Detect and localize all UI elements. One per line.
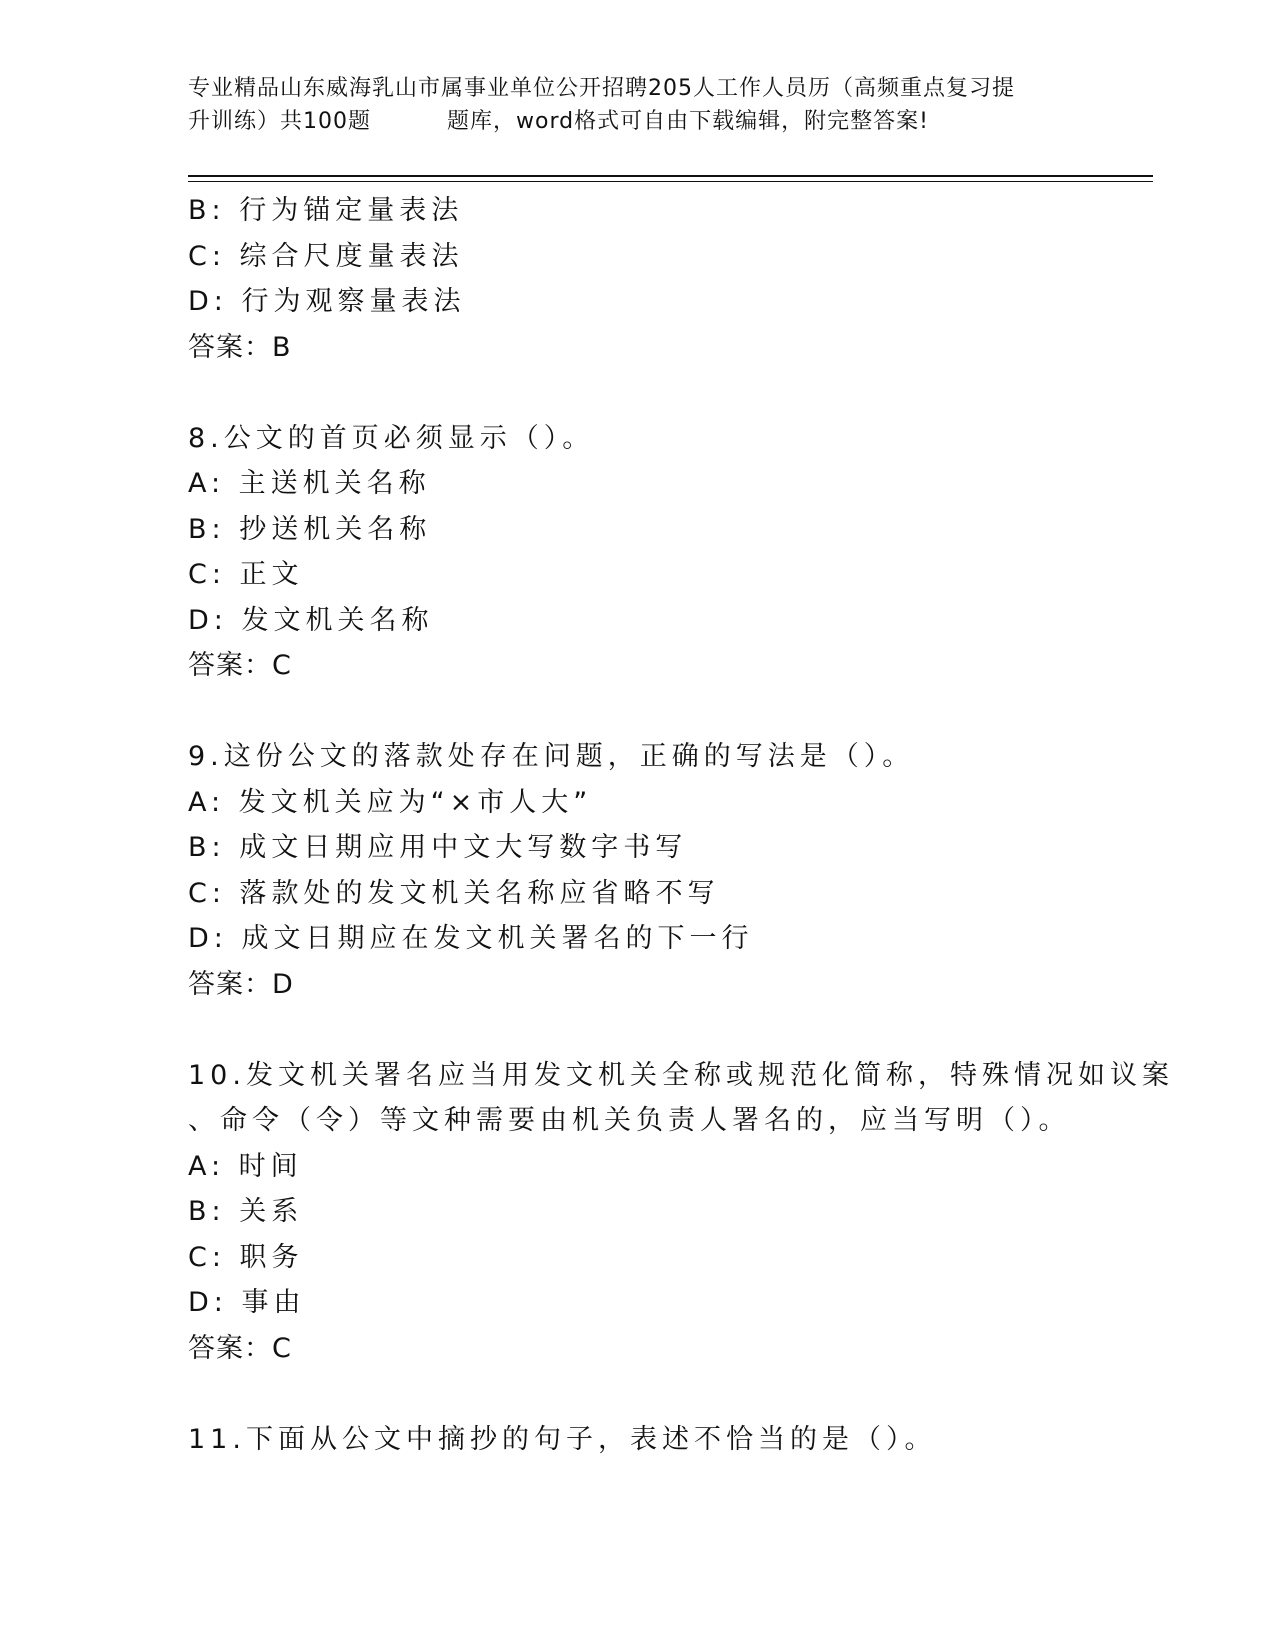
answer-line: 答案：C	[188, 1332, 292, 1364]
option-c: C: 综合尺度量表法	[188, 240, 464, 272]
option-a: A: 主送机关名称	[188, 468, 431, 499]
question-stem: 8.公文的首页必须显示（）。	[188, 422, 595, 454]
option-b: B: 抄送机关名称	[188, 513, 432, 545]
header-line-1: 专业精品山东威海乳山市属事业单位公开招聘205人工作人员历（高频重点复习提	[188, 76, 1015, 101]
option-a: A: 时间	[188, 1150, 303, 1182]
option-b: B: 行为锚定量表法	[188, 195, 464, 226]
question-stem-line-1: 10.发文机关署名应当用发文机关全称或规范化简称，特殊情况如议案	[188, 1059, 1174, 1091]
header-line-2	[188, 105, 1088, 138]
option-c: C: 落款处的发文机关名称应省略不写	[188, 877, 720, 909]
question-stem: 11.下面从公文中摘抄的句子，表述不恰当的是（）。	[188, 1423, 937, 1455]
option-a: A: 发文机关应为“×市人大”	[188, 786, 593, 818]
header-divider-thin	[188, 181, 1153, 182]
question-7-tail	[188, 188, 1148, 370]
option-d: D: 成文日期应在发文机关署名的下一行	[188, 923, 754, 954]
option-b: B: 成文日期应用中文大写数字书写	[188, 832, 688, 863]
answer-line: 答案：D	[188, 968, 294, 1000]
option-c: C: 职务	[188, 1241, 304, 1273]
answer-line: 答案：C	[188, 650, 292, 681]
question-8	[188, 416, 1148, 689]
header-divider-thick	[188, 175, 1153, 177]
option-d: D: 事由	[188, 1287, 306, 1318]
question-11	[188, 1417, 1148, 1463]
question-stem: 9.这份公文的落款处存在问题，正确的写法是（）。	[188, 741, 915, 772]
header-line-2-part-b: 题库，word格式可自由下载编辑，附完整答案!	[447, 109, 929, 134]
question-10	[188, 1053, 1174, 1372]
option-c: C: 正文	[188, 559, 304, 590]
document-header	[188, 72, 1088, 138]
option-d: D: 发文机关名称	[188, 604, 434, 636]
option-b: B: 关系	[188, 1196, 304, 1227]
question-list	[188, 188, 1174, 1462]
question-stem-line-2: 、命令（令）等文种需要由机关负责人署名的，应当写明（）。	[188, 1105, 1071, 1136]
question-9	[188, 734, 1148, 1007]
answer-line: 答案：B	[188, 331, 292, 363]
option-d: D: 行为观察量表法	[188, 286, 466, 317]
header-line-2-part-a: 升训练）共100题	[188, 109, 371, 134]
